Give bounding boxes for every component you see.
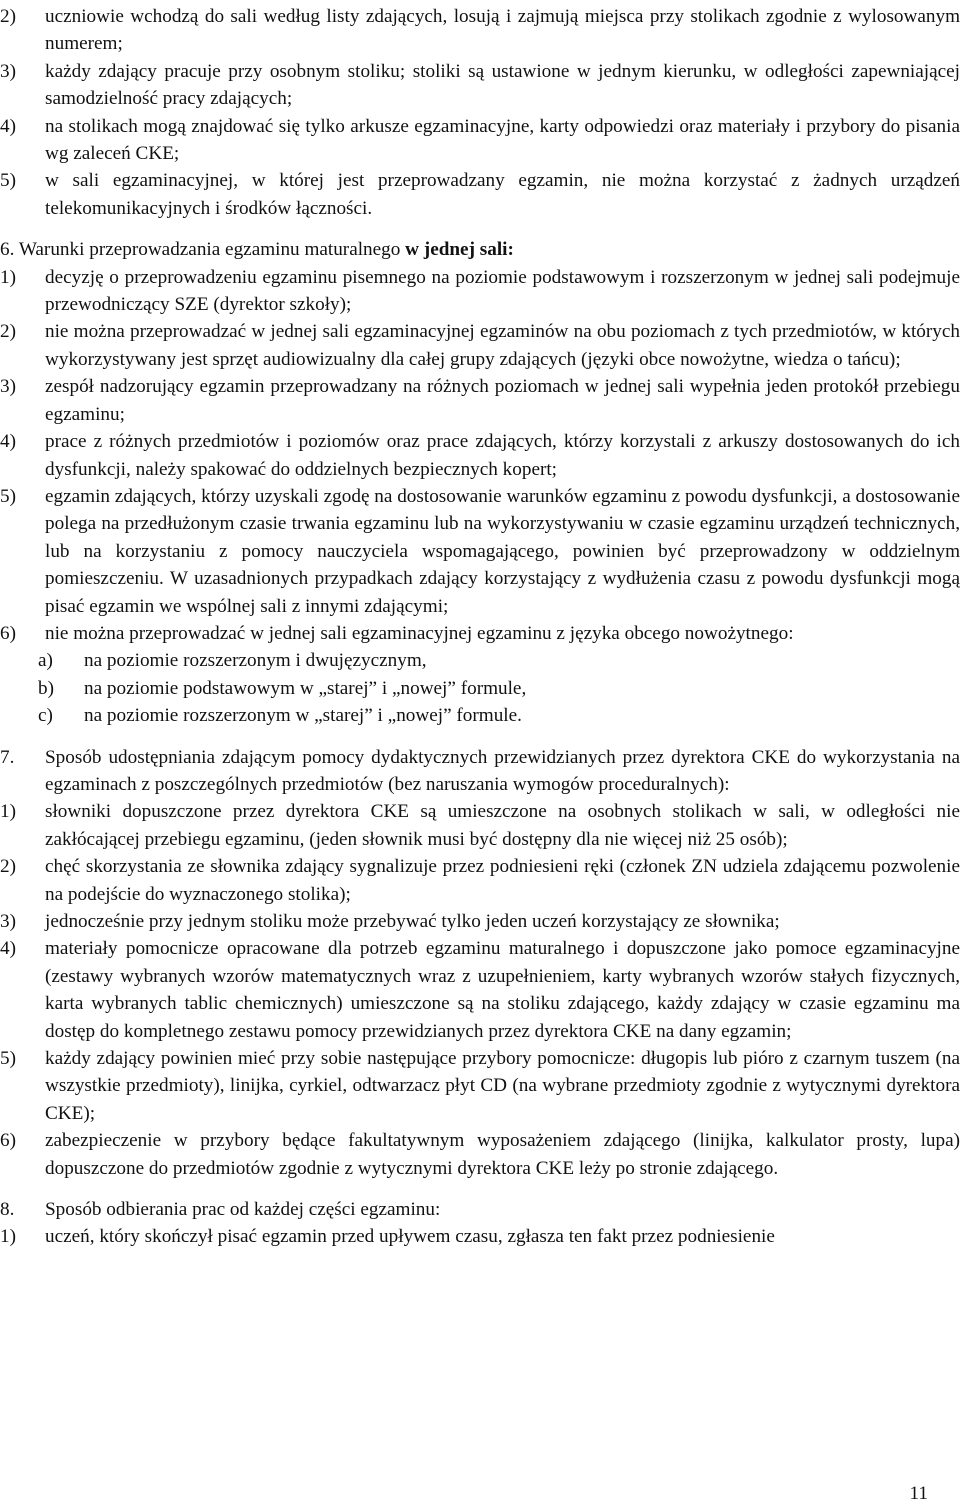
list-item [0, 58, 960, 113]
list-item [0, 935, 960, 1045]
item-number: 1) [0, 1226, 16, 1248]
item-number: 2) [0, 6, 16, 27]
list-item [0, 1223, 960, 1250]
item-number: 6) [0, 1130, 16, 1152]
item-text: każdy zdający powinien mieć przy sobie następujące przybory pomocnicze: długopis lub pióro z czarnym tuszem (na wszystkie przedmioty), linijka, cyrkiel, odtwarzacz płyt CD (na wybrane przedmioty zgodnie z wytycznymi dyrektora CKE); [45, 1048, 960, 1124]
list-item [0, 373, 960, 428]
item-text: na stolikach mogą znajdować się tylko arkusze egzaminacyjne, karty odpowiedzi oraz materiały i przybory do pisania wg zaleceń CKE; [45, 115, 960, 165]
item-text: decyzję o przeprowadzeniu egzaminu pisemnego na poziomie podstawowym i rozszerzonym w jednej sali podejmuje przewodniczący SZE (dyrektor szkoły); [45, 266, 960, 316]
item-number: 2) [0, 856, 16, 878]
sub-item-letter: b) [38, 677, 54, 699]
section-7-heading [0, 744, 960, 799]
list-item [0, 264, 960, 319]
item-number: 1) [0, 801, 16, 823]
list-item [0, 1045, 960, 1127]
list-item [0, 620, 960, 647]
item-text: nie można przeprowadzać w jednej sali egzaminacyjnej egzaminów na obu poziomach z tych przedmiotów, w których wykorzystywany jest sprzęt audiowizualny dla całej grupy zdających (języki obce nowożytne, wiedza o tańcu); [45, 321, 960, 370]
sub-item-letter: a) [38, 650, 53, 672]
item-number: 2) [0, 321, 16, 343]
item-text: uczniowie wchodzą do sali według listy zdających, losują i zajmują miejsca przy stolikach zgodnie z wylosowanym numerem; [45, 6, 960, 55]
item-number: 5) [0, 1048, 16, 1070]
item-text: egzamin zdających, którzy uzyskali zgodę na dostosowanie warunków egzaminu z powodu dysfunkcji, a dostosowanie polega na przedłużonym czasie trwania egzaminu lub na wykorzystywaniu w czasie egzaminu urządzeń technicznych, lub na korzystaniu z pomocy nauczyciela wspomagającego, powinien być przeprowadzony w oddzielnym pomieszczeniu. W uzasadnionych przypadkach zdający korzystający z wydłużenia czasu z powodu dysfunkcji mogą pisać egzamin we wspólnej sali z innymi zdającymi; [45, 485, 960, 617]
sub-item-text: na poziomie rozszerzonym i dwujęzycznym, [84, 650, 427, 672]
list-item [0, 113, 960, 168]
list-item [0, 483, 960, 620]
item-text: nie można przeprowadzać w jednej sali egzaminacyjnej egzaminu z języka obcego nowożytnego: [45, 622, 794, 644]
item-number: 3) [0, 376, 16, 398]
item-text: uczeń, który skończył pisać egzamin przed upływem czasu, zgłasza ten fakt przez podniesienie [45, 1226, 775, 1248]
item-number: 1) [0, 266, 16, 288]
item-number: 3) [0, 911, 16, 932]
list-item [0, 853, 960, 908]
sub-item-text: na poziomie podstawowym w „starej” i „nowej” formule, [84, 677, 527, 699]
section-6-heading [0, 236, 960, 263]
page-number: 11 [909, 1482, 928, 1504]
item-number: 4) [0, 115, 16, 137]
document-page [0, 3, 960, 1251]
item-text: w sali egzaminacyjnej, w której jest przeprowadzany egzamin, nie można korzystać z żadnych urządzeń telekomunikacyjnych i środków łączności. [45, 170, 960, 219]
item-text: chęć skorzystania ze słownika zdający sygnalizuje przez podniesieni ręki (członek ZN udziela zdającemu pozwolenie na podejście do wyznaczonego stolika); [45, 856, 960, 905]
list-item [0, 3, 960, 58]
sub-list-item [0, 675, 960, 702]
item-number: 6) [0, 622, 16, 644]
section-title-bold: w jednej sali: [405, 239, 514, 261]
item-text: materiały pomocnicze opracowane dla potrzeb egzaminu maturalnego i dopuszczone jako pomoce egzaminacyjne (zestawy wybranych wzorów matematycznych wraz z uzupełnieniem, karty wybranych wzorów stałych fizycznych, karta wybranych tablic chemicznych) umieszczone są na stoliku zdającego, każdy zdający w czasie egzaminu ma dostęp do kompletnego zestawu pomocy przewidzianych przez dyrektora CKE na dany egzamin; [45, 938, 960, 1042]
list-item [0, 1127, 960, 1182]
list-item [0, 908, 960, 935]
sub-item-letter: c) [38, 705, 53, 727]
item-text: zabezpieczenie w przybory będące fakultatywnym wyposażeniem zdającego (linijka, kalkulator prosty, lupa) dopuszczone do przedmiotów zgodnie z wytycznymi dyrektora CKE leży po stronie zdającego. [45, 1130, 960, 1179]
list-item [0, 428, 960, 483]
item-number: 5) [0, 485, 16, 507]
list-item [0, 318, 960, 373]
sub-item-text: na poziomie rozszerzonym w „starej” i „nowej” formule. [84, 705, 522, 727]
item-text: jednocześnie przy jednym stoliku może przebywać tylko jeden uczeń korzystający ze słownika; [45, 911, 780, 932]
section-title: Warunki przeprowadzania egzaminu maturalnego [18, 239, 406, 261]
item-text: słowniki dopuszczone przez dyrektora CKE są umieszczone na osobnych stolikach w sali, w odległości nie zakłócającej przebiegu egzaminu, (jeden słownik musi być dostępny dla nie więcej niż 25 osób); [45, 801, 960, 850]
section-title: Sposób odbierania prac od każdej części egzaminu: [45, 1199, 441, 1221]
list-item [0, 167, 960, 222]
section-number: 8. [0, 1199, 15, 1221]
sub-list-item [0, 702, 960, 729]
section-title: Sposób udostępniania zdającym pomocy dydaktycznych przewidzianych przez dyrektora CKE do wykorzystania na egzaminach z poszczególnych przedmiotów (bez naruszania wymogów proceduralnych): [45, 746, 960, 795]
item-number: 3) [0, 60, 16, 82]
sub-list-item [0, 647, 960, 674]
section-8-heading [0, 1196, 960, 1223]
item-text: prace z różnych przedmiotów i poziomów oraz prace zdających, którzy korzystali z arkuszy dostosowanych do ich dysfunkcji, należy spakować do oddzielnych bezpiecznych kopert; [45, 431, 960, 480]
section-number: 6. [0, 239, 15, 261]
item-number: 4) [0, 938, 16, 960]
section-number: 7. [0, 746, 15, 768]
item-number: 5) [0, 170, 16, 192]
list-item [0, 798, 960, 853]
item-text: zespół nadzorujący egzamin przeprowadzany na różnych poziomach w jednej sali wypełnia jeden protokół przebiegu egzaminu; [45, 376, 960, 425]
item-number: 4) [0, 431, 16, 453]
item-text: każdy zdający pracuje przy osobnym stoliku; stoliki są ustawione w jednym kierunku, w odległości zapewniającej samodzielność pracy zdających; [45, 60, 960, 110]
